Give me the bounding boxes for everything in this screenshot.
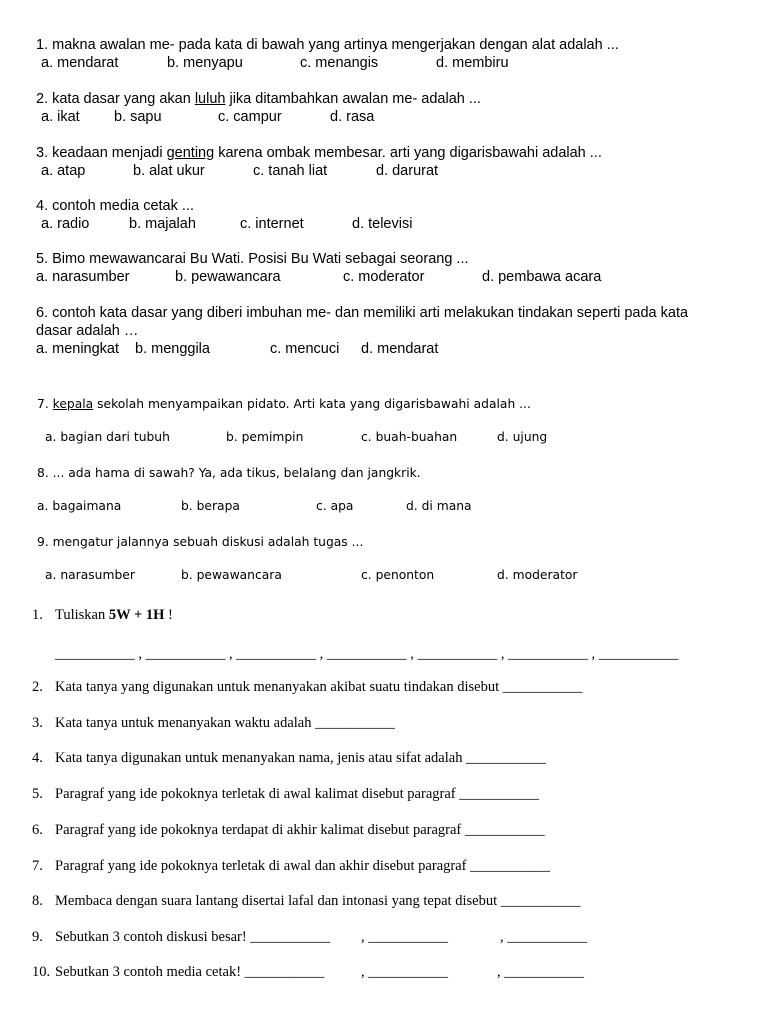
option-5c: c. moderator <box>343 269 425 285</box>
option-4c: c. internet <box>240 216 304 232</box>
option-7c: c. buah-buahan <box>361 430 458 444</box>
essay-6-number: 6. <box>32 822 43 838</box>
underlined-word: kepala <box>52 397 94 411</box>
essay-10-blank-3: , ___________ <box>497 964 584 980</box>
question-6-line-2: dasar adalah … <box>36 323 139 339</box>
option-1c: c. menangis <box>300 55 379 71</box>
essay-7-question: Paragraf yang ide pokoknya terletak di awal dan akhir disebut paragraf ___________ <box>55 858 550 874</box>
essay-1-question: Tuliskan 5W + 1H ! <box>55 607 173 623</box>
option-2c: c. campur <box>218 109 282 125</box>
underlined-word: genting <box>166 145 215 161</box>
option-3a: a. atap <box>41 163 86 179</box>
option-3d: d. darurat <box>376 163 439 179</box>
essay-10-blank-2: , ___________ <box>361 964 448 980</box>
option-8c: c. apa <box>316 499 354 513</box>
option-1a: a. mendarat <box>41 55 119 71</box>
essay-9-blank-3: , ___________ <box>500 929 587 945</box>
option-7d: d. ujung <box>497 430 548 444</box>
essay-8-number: 8. <box>32 893 43 909</box>
option-9c: c. penonton <box>361 568 435 582</box>
question-4: 4. contoh media cetak ... <box>36 198 194 214</box>
option-1d: d. membiru <box>436 55 509 71</box>
option-4b: b. majalah <box>129 216 196 232</box>
option-6d: d. mendarat <box>361 341 439 357</box>
option-5b: b. pewawancara <box>175 269 281 285</box>
option-8a: a. bagaimana <box>37 499 122 513</box>
question-7: 7. kepala sekolah menyampaikan pidato. Arti kata yang digarisbawahi adalah ... <box>37 397 531 411</box>
option-8b: b. berapa <box>181 499 240 513</box>
essay-10-question: Sebutkan 3 contoh media cetak! ___________ <box>55 964 325 980</box>
essay-5-number: 5. <box>32 786 43 802</box>
question-3: 3. keadaan menjadi genting karena ombak membesar. arti yang digarisbawahi adalah ... <box>36 145 602 161</box>
essay-1-number: 1. <box>32 607 43 623</box>
essay-6-question: Paragraf yang ide pokoknya terdapat di akhir kalimat disebut paragraf ___________ <box>55 822 545 838</box>
essay-9-question: Sebutkan 3 contoh diskusi besar! ___________ <box>55 929 331 945</box>
option-3c: c. tanah liat <box>253 163 328 179</box>
option-7b: b. pemimpin <box>226 430 304 444</box>
essay-1-answer-blanks: ___________ , ___________ , ___________ , ___________ , ___________ , ___________ , ___________ <box>55 646 679 662</box>
option-4d: d. televisi <box>352 216 413 232</box>
essay-7-number: 7. <box>32 858 43 874</box>
essay-4-number: 4. <box>32 750 43 766</box>
option-7a: a. bagian dari tubuh <box>45 430 170 444</box>
option-9b: b. pewawancara <box>181 568 282 582</box>
essay-10-number: 10. <box>32 964 51 980</box>
option-5d: d. pembawa acara <box>482 269 602 285</box>
underlined-word: luluh <box>194 91 226 107</box>
option-2a: a. ikat <box>41 109 80 125</box>
question-5: 5. Bimo mewawancarai Bu Wati. Posisi Bu Wati sebagai seorang ... <box>36 251 469 267</box>
essay-5-question: Paragraf yang ide pokoknya terletak di awal kalimat disebut paragraf ___________ <box>55 786 539 802</box>
essay-9-number: 9. <box>32 929 43 945</box>
essay-2-number: 2. <box>32 679 43 695</box>
option-2b: b. sapu <box>114 109 162 125</box>
essay-9-blank-2: , ___________ <box>361 929 448 945</box>
option-6a: a. meningkat <box>36 341 120 357</box>
essay-3-number: 3. <box>32 715 43 731</box>
question-2: 2. kata dasar yang akan luluh jika ditambahkan awalan me- adalah ... <box>36 91 481 107</box>
option-2d: d. rasa <box>330 109 375 125</box>
option-8d: d. di mana <box>406 499 472 513</box>
option-4a: a. radio <box>41 216 90 232</box>
option-9d: d. moderator <box>497 568 578 582</box>
question-8: 8. ... ada hama di sawah? Ya, ada tikus, belalang dan jangkrik. <box>37 466 421 480</box>
option-6b: b. menggila <box>135 341 210 357</box>
question-6-line-1: 6. contoh kata dasar yang diberi imbuhan me- dan memiliki arti melakukan tindakan seperti pada kata <box>36 305 689 321</box>
essay-2-question: Kata tanya yang digunakan untuk menanyakan akibat suatu tindakan disebut ___________ <box>55 679 583 695</box>
essay-4-question: Kata tanya digunakan untuk menanyakan nama, jenis atau sifat adalah ___________ <box>55 750 546 766</box>
question-9: 9. mengatur jalannya sebuah diskusi adalah tugas ... <box>37 535 364 549</box>
option-5a: a. narasumber <box>36 269 130 285</box>
essay-3-question: Kata tanya untuk menanyakan waktu adalah ___________ <box>55 715 395 731</box>
option-1b: b. menyapu <box>167 55 243 71</box>
option-3b: b. alat ukur <box>133 163 205 179</box>
option-6c: c. mencuci <box>270 341 340 357</box>
option-9a: a. narasumber <box>45 568 135 582</box>
essay-8-question: Membaca dengan suara lantang disertai lafal dan intonasi yang tepat disebut ___________ <box>55 893 581 909</box>
question-1: 1. makna awalan me- pada kata di bawah yang artinya mengerjakan dengan alat adalah ... <box>36 37 619 53</box>
